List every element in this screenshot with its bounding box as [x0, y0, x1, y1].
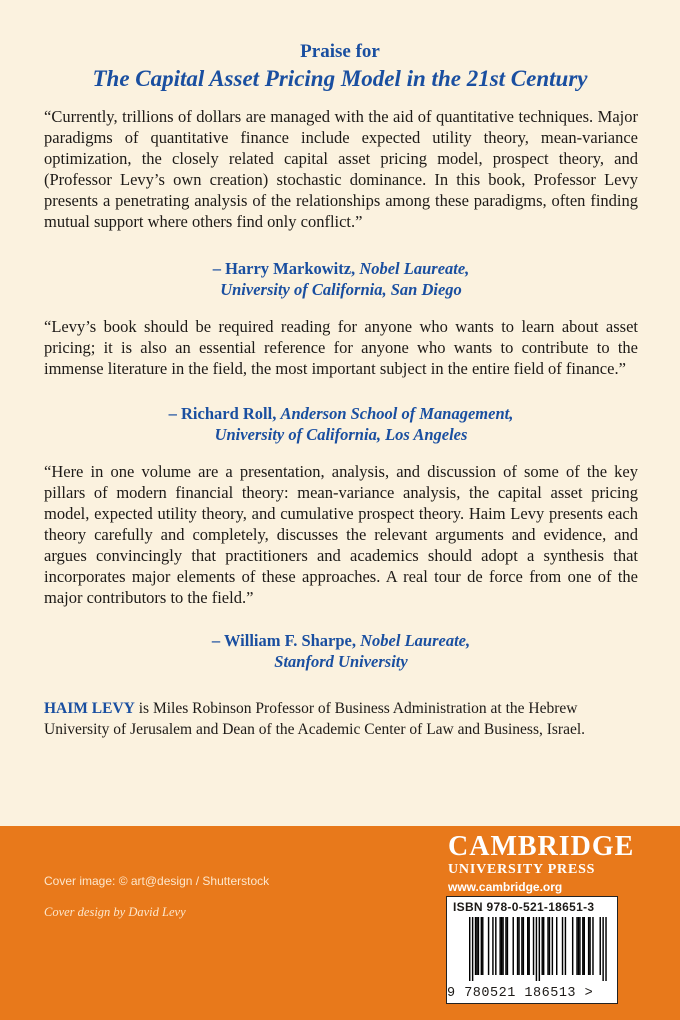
author-bio: [44, 698, 644, 740]
praise-heading: [0, 40, 680, 94]
barcode-bar: [482, 917, 483, 975]
barcode-bar: [476, 917, 477, 975]
orange-footer-band: [0, 826, 680, 1020]
barcode-bar: [513, 917, 514, 975]
cover-image-credit: Cover image: © art@design / Shutterstock: [44, 874, 270, 888]
author-affiliation: University of California, San Diego: [220, 280, 462, 299]
barcode-bar: [527, 917, 528, 975]
barcode-bar: [517, 917, 518, 975]
barcode-bar: [478, 917, 479, 975]
barcode-bar: [602, 917, 603, 981]
barcode-bar: [584, 917, 585, 975]
author-name: – Richard Roll,: [168, 404, 277, 423]
barcode-bar: [552, 917, 553, 975]
cover-design-credit: Cover design by David Levy: [44, 905, 186, 919]
praise-for-label: Praise for: [300, 41, 380, 62]
bio-name: HAIM LEVY: [44, 700, 135, 717]
author-name: – Harry Markowitz,: [212, 259, 356, 278]
barcode-bar: [579, 917, 580, 975]
isbn-label: ISBN 978-0-521-18651-3: [453, 900, 595, 914]
barcode-image: [461, 917, 611, 981]
attribution-markowitz: [44, 258, 638, 300]
barcode-bar: [549, 917, 550, 975]
isbn-barcode-box: [446, 896, 618, 1004]
barcode-bar: [502, 917, 503, 975]
book-title: The Capital Asset Pricing Model in the 21st Century: [92, 66, 588, 91]
bio-text: is Miles Robinson Professor of Business Administration at the Hebrew University of Jerusalem and Dean of the Academic Center of Law and Business, Israel.: [44, 700, 586, 738]
barcode-bar: [481, 917, 482, 975]
barcode-bar: [547, 917, 548, 975]
barcode-bar: [495, 917, 496, 975]
barcode-bar: [528, 917, 529, 975]
quote-sharpe: “Here in one volume are a presentation, analysis, and discussion of some of the key pillars of modern financial theory: mean-variance analysis, the capital asset pricing model, expected utility theory, and cumulative prospect theory. Haim Levy presents each theory carefully and completely, discusses the relevant arguments and evidence, and argues convincingly that practitioners and academics should adopt a synthesis that incorporates major elements of these approaches. A real tour de force from one of the major contributors to the field.”: [44, 462, 638, 607]
barcode-bar: [589, 917, 590, 975]
barcode-bar: [469, 917, 470, 981]
barcode-bar: [475, 917, 476, 975]
cambridge-logo: [448, 831, 635, 897]
barcode-bar: [600, 917, 601, 975]
barcode-bar: [518, 917, 519, 975]
barcode-bar: [562, 917, 563, 975]
barcode-bar: [543, 917, 544, 975]
barcode-bar: [521, 917, 522, 975]
barcode-bar: [605, 917, 606, 981]
barcode-bar: [542, 917, 543, 975]
barcode-bar: [501, 917, 502, 975]
barcode-bar: [533, 917, 534, 975]
barcode-bar: [499, 917, 500, 975]
barcode-bar: [488, 917, 489, 975]
barcode-bar: [578, 917, 579, 975]
barcode-bar: [588, 917, 589, 975]
barcode-bar: [472, 917, 473, 981]
barcode-bar: [582, 917, 583, 975]
publisher-name: CAMBRIDGE: [448, 831, 635, 862]
attribution-sharpe: [44, 630, 638, 672]
barcode-bar: [576, 917, 577, 975]
barcode-bar: [592, 917, 593, 975]
author-title: Nobel Laureate,: [360, 631, 471, 650]
barcode-bar: [572, 917, 573, 975]
author-title: Anderson School of Management,: [280, 404, 514, 423]
author-name: – William F. Sharpe,: [211, 631, 356, 650]
quote-roll: “Levy’s book should be required reading for anyone who wants to learn about asset pricing; it is also an essential reference for anyone who wants to contribute to the immense literature in the field, the most important subject in the entire field of finance.”: [44, 317, 638, 378]
author-affiliation: Stanford University: [274, 652, 408, 671]
barcode-digits: 9 780521 186513 >: [447, 986, 594, 1001]
barcode-bar: [565, 917, 566, 975]
barcode-bar: [492, 917, 493, 975]
barcode-bar: [556, 917, 557, 975]
barcode-bar: [536, 917, 537, 981]
barcode-bar: [505, 917, 506, 975]
barcode-bar: [523, 917, 524, 975]
publisher-press: UNIVERSITY PRESS: [448, 862, 596, 877]
author-title: Nobel Laureate,: [359, 259, 470, 278]
barcode-bar: [539, 917, 540, 981]
publisher-url: www.cambridge.org: [448, 880, 563, 894]
attribution-roll: [44, 403, 638, 445]
barcode-bar: [507, 917, 508, 975]
quote-markowitz: “Currently, trillions of dollars are managed with the aid of quantitative techniques. Major paradigms of quantitative finance include expected utility theory, mean-variance optimization, the closely related capital asset pricing model, prospect theory, and (Professor Levy’s own creation) stochastic dominance. In this book, Professor Levy presents a penetrating analysis of the relationships among these paradigms, often finding mutual support where others find only conflict.”: [44, 107, 638, 231]
author-affiliation: University of California, Los Angeles: [214, 425, 468, 444]
